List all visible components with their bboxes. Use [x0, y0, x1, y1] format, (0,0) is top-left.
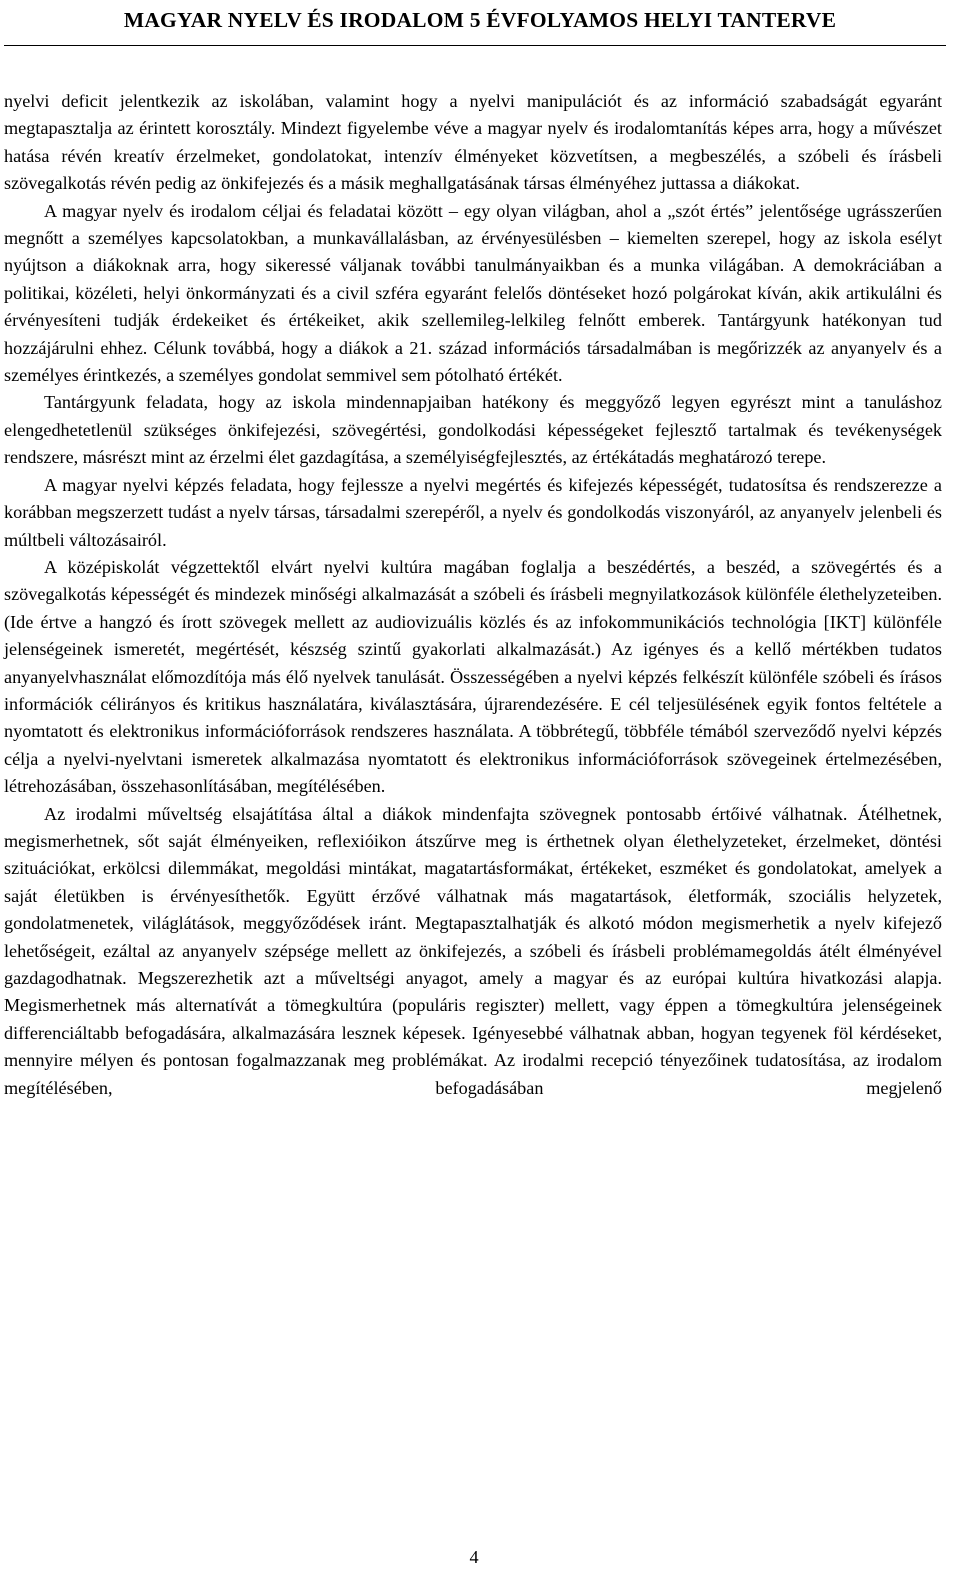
paragraph-2: A magyar nyelv és irodalom céljai és feladatai között – egy olyan világban, ahol a „szót értés” jelentősége ugrásszerűen megnőtt a személyes kapcsolatokban, a munkavállalásban, az érvényesülésben – kiemelten szerepel, hogy az iskola esélyt nyújtson a diákoknak arra, hogy sikeressé váljanak további tanulmányaikban és a munka világában. A demokráciában a politikai, közéleti, helyi önkormányzati és a civil szféra egyaránt felelős döntéseket hozó polgárokat kíván, akik artikulálni és érvényesíteni tudják érdekeiket és értékeiket, akik szellemileg-lelkileg felnőtt emberek. Tantárgyunk hatékonyan tud hozzájárulni ehhez. Célunk továbbá, hogy a diákok a 21. század információs társadalmában is megőrizzék az anyanyelv és a személyes érintkezés, a személyes gondolat semmivel sem pótolható értékét.: [4, 200, 942, 386]
paragraph-4: A magyar nyelvi képzés feladata, hogy fejlessze a nyelvi megértés és kifejezés képességét, tudatosítsa és rendszerezze a korábban megszerzett tudást a nyelv társas, társadalmi szerepéről, a nyelv és gondolkodás viszonyáról, az anyanyelv jelenbeli és múltbeli változásairól.: [4, 474, 942, 550]
paragraph-5: A középiskolát végzettektől elvárt nyelvi kultúra magában foglalja a beszédértés, a beszéd, a szövegértés és a szövegalkotás képességét és mindezek minőségi alkalmazását a szóbeli és írásbeli megnyilatkozások különféle élethelyzeteiben. (Ide értve a hangzó és írott szövegek mellett az audiovizuális közlés és az infokommunikációs technológia [IKT] különféle jelenségeinek ismeretét, megértését, készség szintű gyakorlati alkalmazását.) Az igényes és a kellő mértékben tudatos anyanyelvhasználat előmozdítója más élő nyelvek tanulását. Összességében a nyelvi képzés felkészít különféle szóbeli és írásos információk célirányos és kritikus használatára, kiválasztására, újrarendezésére. E cél teljesülésének egyik fontos feltétele a nyomtatott és elektronikus információforrások rendszeres használata. A többrétegű, többféle témából szerveződő nyelvi képzés célja a nyelvi-nyelvtani ismeretek alkalmazása nyomtatott és elektronikus információforrások szövegeinek értelmezésében, létrehozásában, összehasonlításában, megítélésében.: [4, 556, 942, 797]
document-body: [4, 88, 942, 1102]
paragraph-6: Az irodalmi műveltség elsajátítása által a diákok mindenfajta szövegnek pontosabb értőivé válhatnak. Átélhetnek, megismerhetnek, sőt saját élményeiken, reflexióikon átszűrve meg is érthetnek olyan élethelyzeteket, érzelmeket, döntési szituációkat, erkölcsi dilemmákat, megoldási mintákat, magatartásformákat, értékeket, eszméket és gondolatokat, amelyek a saját életükben is érvényesíthetők. Együtt érzővé válhatnak más magatartások, életformák, szociális helyzetek, gondolatmenetek, világlátások, meggyőződések iránt. Megtapasztalhatják és alkotó módon megismerhetik a nyelv kifejező lehetőségeit, ezáltal az anyanyelv szépsége mellett az önkifejezés, a szóbeli és írásbeli problémamegoldás átélt élményével gazdagodhatnak. Megszerezhetik azt a műveltségi anyagot, amely a magyar és az európai kultúra hivatkozási alapja. Megismerhetnek más alternatívát a tömegkultúra (populáris regiszter) mellett, vagy éppen a tömegkultúra jelenségeinek differenciáltabb befogadására, alkalmazására lesznek képesek. Igényesebbé válhatnak abban, hogyan tegyenek föl kérdéseket, mennyire mélyen és pontosan fogalmazzanak meg problémákat. Az irodalmi recepció tényezőinek tudatosítása, az irodalom megítélésében, befogadásában megjelenő: [4, 803, 942, 1098]
header-rule: [4, 45, 946, 46]
paragraph-3: Tantárgyunk feladata, hogy az iskola mindennapjaiban hatékony és meggyőző legyen egyrészt mint a tanuláshoz elengedhetetlenül szükséges önkifejezési, szövegértési, gondolkodási képességeket fejlesztő tartalmak és tevékenységek rendszere, másrészt mint az érzelmi élet gazdagítása, a személyiségfejlesztés, az értékátadás meghatározó terepe.: [4, 392, 942, 468]
page-number: 4: [469, 1547, 479, 1567]
running-header: MAGYAR NYELV ÉS IRODALOM 5 ÉVFOLYAMOS HELYI TANTERVE: [123, 8, 837, 32]
paragraph-1: nyelvi deficit jelentkezik az iskolában, valamint hogy a nyelvi manipulációt és az információ szabadságát egyaránt megtapasztalja az érintett korosztály. Mindezt figyelembe véve a magyar nyelv és irodalomtanítás képes arra, hogy a művészet hatása révén kreatív érzelmeket, gondolatokat, intenzív élményeket közvetítsen, a megbeszélés, a szóbeli és írásbeli szövegalkotás révén pedig az önkifejezés és a másik meghallgatásának társas élményéhez juttassa a diákokat.: [4, 91, 942, 194]
